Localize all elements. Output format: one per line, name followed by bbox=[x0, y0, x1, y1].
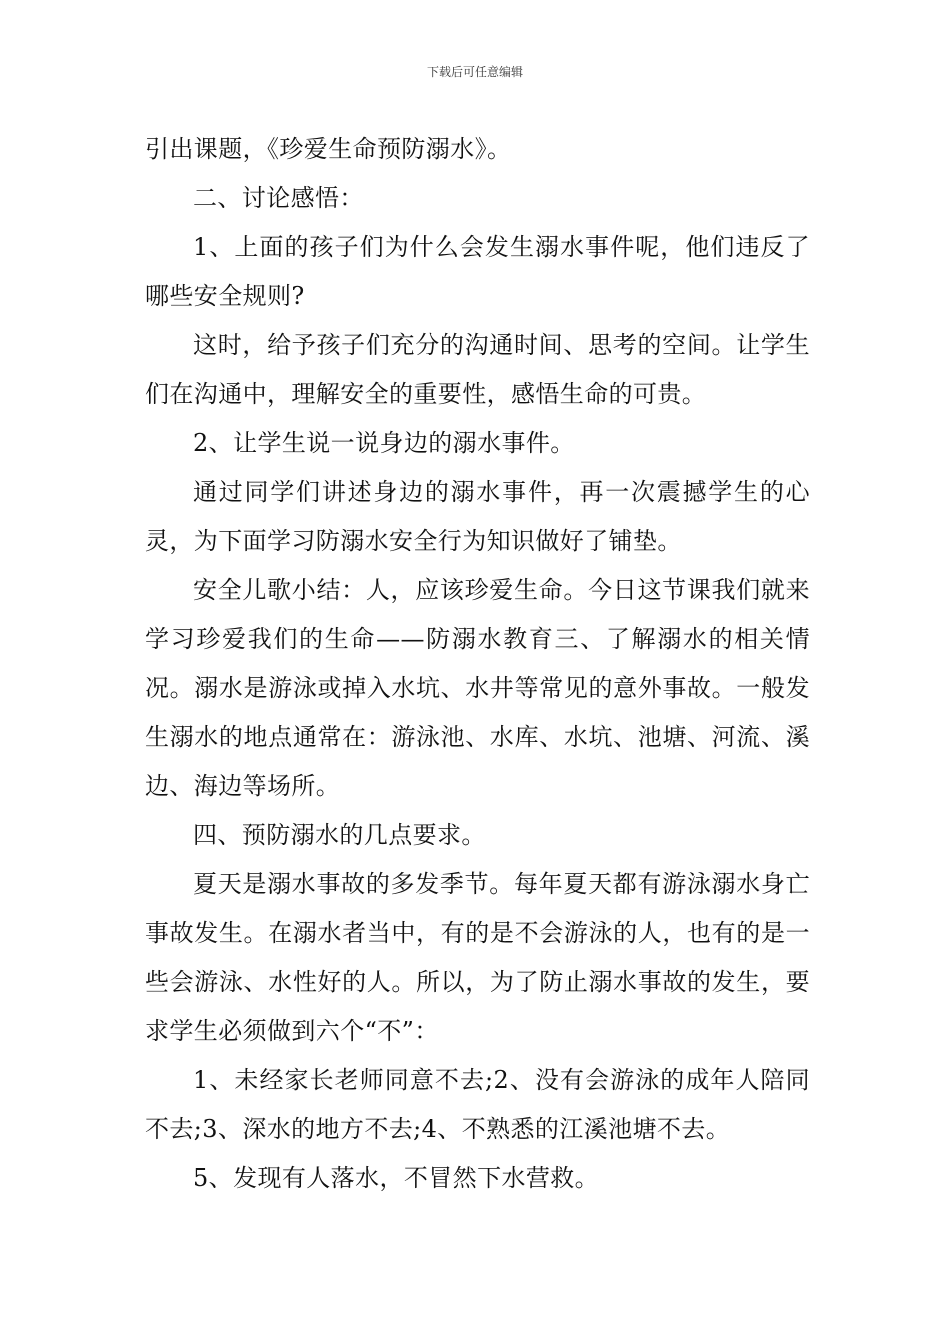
paragraph-rules-1-4: 1、未经家长老师同意不去;2、没有会游泳的成年人陪同不去;3、深水的地方不去;4、不熟悉的江溪池塘不去。 bbox=[145, 1066, 810, 1143]
paragraph-communication: 这时，给予孩子们充分的沟通时间、思考的空间。让学生们在沟通中，理解安全的重要性，感悟生命的可贵。 bbox=[145, 331, 810, 408]
paragraph-topic-intro: 引出课题，《珍爱生命预防溺水》。 bbox=[145, 135, 512, 163]
paragraph-summer: 夏天是溺水事故的多发季节。每年夏天都有游泳溺水身亡事故发生。在溺水者当中，有的是不会游泳的人，也有的是一些会游泳、水性好的人。所以，为了防止溺水事故的发生，要求学生必须做到六个“不”： bbox=[145, 870, 810, 1045]
paragraph-question-2: 2、让学生说一说身边的溺水事件。 bbox=[193, 429, 575, 457]
document-body bbox=[145, 125, 810, 1203]
page-header: 下载后可任意编辑 bbox=[426, 65, 523, 79]
paragraph-question-1: 1、上面的孩子们为什么会发生溺水事件呢，他们违反了哪些安全规则? bbox=[145, 233, 810, 310]
section-heading-discussion: 二、讨论感悟： bbox=[193, 184, 364, 212]
section-heading-requirements: 四、预防溺水的几点要求。 bbox=[193, 821, 486, 849]
paragraph-stories: 通过同学们讲述身边的溺水事件，再一次震撼学生的心灵，为下面学习防溺水安全行为知识做好了铺垫。 bbox=[145, 478, 810, 555]
paragraph-rule-5: 5、发现有人落水，不冒然下水营救。 bbox=[193, 1164, 600, 1192]
paragraph-song-summary: 安全儿歌小结：人，应该珍爱生命。今日这节课我们就来学习珍爱我们的生命——防溺水教育三、了解溺水的相关情况。溺水是游泳或掉入水坑、水井等常见的意外事故。一般发生溺水的地点通常在：游泳池、水库、水坑、池塘、河流、溪边、海边等场所。 bbox=[145, 576, 810, 800]
